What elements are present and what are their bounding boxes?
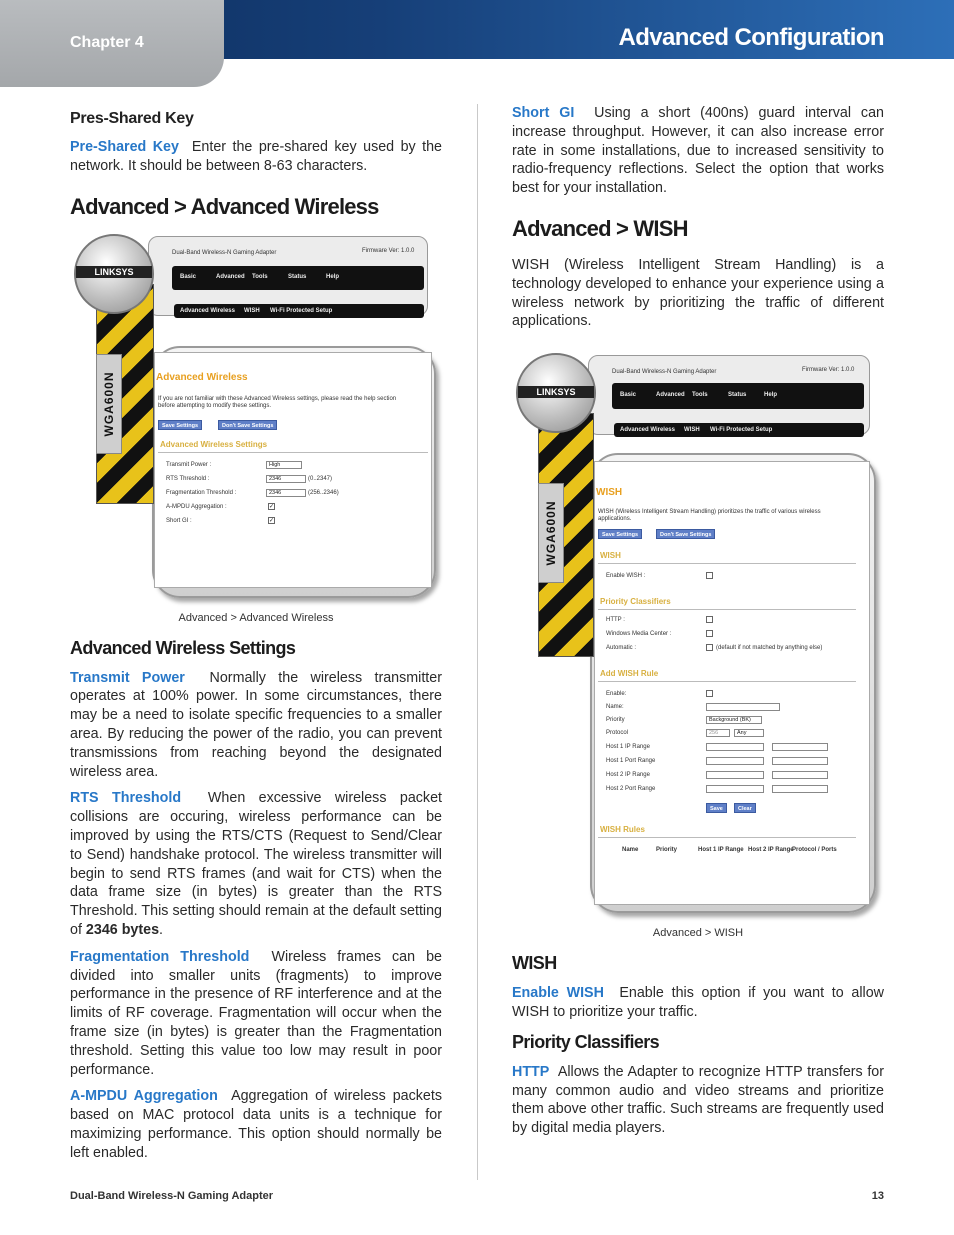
rules-col-priority: Priority xyxy=(656,847,678,854)
nav-status[interactable]: Status xyxy=(288,273,307,280)
wish-heading: Advanced > WISH xyxy=(512,215,688,241)
transmit-power-select[interactable]: High xyxy=(266,461,302,469)
rules-col-protocol: Protocol / Ports xyxy=(792,847,837,854)
rule-name-label: Name: xyxy=(606,704,624,711)
rts-threshold-input[interactable]: 2346 xyxy=(266,475,306,483)
save-settings-button[interactable]: Save Settings xyxy=(158,420,202,430)
fragmentation-text: Wireless frames can be divided into smaller units (fragments) to improve performance in the presence of RF interference and at the limits of RF coverage. Fragmentation will occur when the frame size (in bytes) is greater than the Fragmentation threshold. Setting this value too low may result in poor performance. xyxy=(70,948,442,1078)
nav-help[interactable]: Help xyxy=(326,273,340,280)
column-divider xyxy=(477,104,478,1180)
rts-text: When excessive wireless packet collisions are occuring, wireless performance can be improved by using the RTS/CTS (Request to Send/Clear to Send) handshake protocol. The wireless transmitter will begin to send RTS frames (and wait for CTS) when the data frame size (in bytes) is greater than the RTS Threshold. This setting should remain at the default setting of xyxy=(70,790,443,938)
ampdu-checkbox[interactable]: ✓ xyxy=(269,503,275,510)
host2-ip-start[interactable] xyxy=(706,771,764,779)
right-column xyxy=(512,104,884,1146)
rule-save-button[interactable]: Save xyxy=(706,803,727,813)
separator xyxy=(598,563,856,564)
wish-rules-title: WISH Rules xyxy=(600,825,645,835)
rule-clear-button[interactable]: Clear xyxy=(734,803,756,813)
adv-wireless-heading: Advanced > Advanced Wireless xyxy=(70,193,379,219)
transmit-power-paragraph xyxy=(70,669,442,782)
rule-protocol-label: Protocol xyxy=(606,730,629,737)
subnav-advanced-wireless[interactable]: Advanced Wireless xyxy=(180,307,235,314)
figure-caption: Advanced > WISH xyxy=(652,927,744,940)
http-label: HTTP : xyxy=(606,617,625,624)
short-gi-paragraph xyxy=(512,104,884,198)
transmit-power-term: Transmit Power xyxy=(70,669,185,686)
dont-save-settings-button[interactable]: Don't Save Settings xyxy=(218,420,277,430)
host2-port-label: Host 2 Port Range xyxy=(606,786,656,793)
http-paragraph xyxy=(512,1063,884,1138)
linksys-logo: LINKSYS xyxy=(74,234,154,314)
nav-basic[interactable]: Basic xyxy=(180,273,197,280)
page-title: WISH xyxy=(596,487,623,499)
host2-port-start[interactable] xyxy=(706,785,764,793)
enable-wish-term: Enable WISH xyxy=(512,985,604,1002)
nav-advanced[interactable]: Advanced xyxy=(216,273,245,280)
subnav-advanced-wireless[interactable]: Advanced Wireless xyxy=(620,427,675,434)
product-name: Dual-Band Wireless-N Gaming Adapter xyxy=(612,369,717,376)
fragmentation-paragraph xyxy=(70,948,442,1080)
host1-port-start[interactable] xyxy=(706,757,764,765)
nav-tools[interactable]: Tools xyxy=(692,392,708,399)
ampdu-term: A-MPDU Aggregation xyxy=(70,1088,218,1105)
psk-text: Enter the pre-shared key used by the network. It should be between 8-63 characters. xyxy=(70,139,442,174)
wish-screenshot xyxy=(512,353,884,921)
nav-basic[interactable]: Basic xyxy=(620,392,637,399)
rule-enable-label: Enable: xyxy=(606,691,627,698)
intro-text: If you are not familiar with these Advanced Wireless settings, please read the help section before attempting to modify these settings. xyxy=(158,395,397,409)
http-term: HTTP xyxy=(512,1063,550,1080)
add-wish-rule-title: Add WISH Rule xyxy=(600,669,659,679)
fragmentation-term: Fragmentation Threshold xyxy=(70,948,250,965)
host2-ip-end[interactable] xyxy=(772,771,828,779)
http-text: Allows the Adapter to recognize HTTP transfers for many common audio and video streams and prioritize them above other traffic. Such streams are frequently used by digital media players. xyxy=(512,1063,885,1137)
content-area xyxy=(594,461,870,905)
rule-priority-select[interactable]: Background (BK) xyxy=(706,716,762,724)
rts-term: RTS Threshold xyxy=(70,790,182,807)
rts-end: . xyxy=(159,921,164,938)
host2-port-end[interactable] xyxy=(772,785,828,793)
wish-group-title: WISH xyxy=(600,551,621,561)
enable-wish-text: Enable this option if you want to allow WISH to prioritize your traffic. xyxy=(512,985,884,1020)
rule-protocol-number[interactable]: 256 xyxy=(706,729,730,737)
row-label: Transmit Power : xyxy=(166,461,212,468)
host1-ip-end[interactable] xyxy=(772,743,828,751)
wish-intro: WISH (Wireless Intelligent Stream Handling) is a technology developed to enhance your experience using a wireless network by prioritizing the traffic of different applications. xyxy=(512,256,884,330)
wish-subheading: WISH xyxy=(512,953,557,974)
rules-col-name: Name xyxy=(622,847,639,854)
product-name: Dual-Band Wireless-N Gaming Adapter xyxy=(172,249,277,256)
footer-product: Dual-Band Wireless-N Gaming Adapter xyxy=(70,1190,274,1202)
host1-ip-start[interactable] xyxy=(706,743,764,751)
subnav-wish[interactable]: WISH xyxy=(244,307,260,314)
row-label: RTS Threshold : xyxy=(166,475,210,482)
wmc-checkbox[interactable] xyxy=(706,630,713,637)
settings-group-title: Advanced Wireless Settings xyxy=(160,439,268,449)
advanced-wireless-screenshot xyxy=(70,234,442,606)
settings-heading: Advanced Wireless Settings xyxy=(70,637,296,658)
psk-paragraph xyxy=(70,138,442,176)
figure-caption: Advanced > Advanced Wireless xyxy=(178,611,334,624)
rules-col-host2: Host 2 IP Range xyxy=(748,847,794,854)
automatic-checkbox[interactable] xyxy=(706,644,713,651)
psk-term: Pre-Shared Key xyxy=(70,139,179,155)
chapter-label: Chapter 4 xyxy=(70,34,144,51)
nav-status[interactable]: Status xyxy=(728,392,747,399)
model-label: WGA600N xyxy=(538,483,564,583)
rts-range-hint: (0..2347) xyxy=(308,475,333,482)
short-gi-term: Short GI xyxy=(512,105,575,121)
separator xyxy=(598,681,856,682)
rules-col-host1: Host 1 IP Range xyxy=(698,847,744,854)
rule-priority-label: Priority xyxy=(606,717,625,724)
automatic-label: Automatic : xyxy=(606,645,637,652)
psk-heading: Pres-Shared Key xyxy=(70,110,194,127)
separator xyxy=(158,452,428,453)
transmit-power-text: Normally the wireless transmitter operates at 100% power. In some circumstances, there may be a need to isolate specific frequencies to a smaller area. By reducing the power of the radio, you can prevent transmissions from reaching beyond the designated wireless area. xyxy=(70,669,442,780)
fragmentation-threshold-input[interactable]: 2346 xyxy=(266,489,306,497)
section-title: Advanced Configuration xyxy=(618,24,884,51)
row-label: Fragmentation Threshold : xyxy=(166,489,237,496)
separator xyxy=(598,837,856,838)
short-gi-checkbox[interactable]: ✓ xyxy=(269,517,275,524)
firmware-version: Firmware Ver: 1.0.0 xyxy=(802,367,855,374)
automatic-hint: (default if not matched by anything else) xyxy=(716,645,823,652)
frag-range-hint: (256..2346) xyxy=(308,489,339,496)
short-gi-text: Using a short (400ns) guard interval can increase throughput. However, it can also increase error rate in some installations, due to increased sensitivity to radio-frequency reflections. Select the option that works best for your installation. xyxy=(512,105,884,197)
nav-help[interactable]: Help xyxy=(764,392,778,399)
save-settings-button[interactable]: Save Settings xyxy=(598,529,642,539)
ampdu-paragraph xyxy=(70,1087,442,1162)
rts-paragraph xyxy=(70,789,442,939)
row-label: Short GI : xyxy=(166,517,192,524)
left-column xyxy=(70,104,442,1171)
nav-tools[interactable]: Tools xyxy=(252,273,268,280)
host1-ip-label: Host 1 IP Range xyxy=(606,744,650,751)
host2-ip-label: Host 2 IP Range xyxy=(606,772,650,779)
content-area xyxy=(154,352,432,588)
page-number: 13 xyxy=(871,1190,884,1202)
priority-classifiers-heading: Priority Classifiers xyxy=(512,1031,660,1052)
priority-classifiers-title: Priority Classifiers xyxy=(600,597,671,607)
row-label: A-MPDU Aggregation : xyxy=(166,503,227,510)
wmc-label: Windows Media Center : xyxy=(606,631,672,638)
firmware-version: Firmware Ver: 1.0.0 xyxy=(362,247,415,254)
enable-wish-checkbox[interactable] xyxy=(706,572,713,579)
rule-name-input[interactable] xyxy=(706,703,780,711)
rts-default: 2346 bytes xyxy=(85,921,160,938)
nav-advanced[interactable]: Advanced xyxy=(656,392,685,399)
subnav-wish[interactable]: WISH xyxy=(684,427,700,434)
subnav-wps[interactable]: Wi-Fi Protected Setup xyxy=(710,427,773,434)
enable-wish-paragraph xyxy=(512,984,884,1022)
http-checkbox[interactable] xyxy=(706,616,713,623)
model-label: WGA600N xyxy=(96,354,122,454)
enable-wish-label: Enable WISH : xyxy=(606,573,646,580)
linksys-logo: LINKSYS xyxy=(516,353,596,433)
ampdu-text: Aggregation of wireless packets based on MAC protocol data units is a technique for maximizing performance. This option should normally be left enabled. xyxy=(70,1088,443,1161)
separator xyxy=(598,609,856,610)
rule-enable-checkbox[interactable] xyxy=(706,690,713,697)
page-title: Advanced Wireless xyxy=(156,371,248,383)
intro-text: WISH (Wireless Intelligent Stream Handling) prioritizes the traffic of various wireless applications. xyxy=(598,509,821,523)
dont-save-settings-button[interactable]: Don't Save Settings xyxy=(656,529,715,539)
host1-port-end[interactable] xyxy=(772,757,828,765)
rule-protocol-select[interactable]: Any xyxy=(734,729,764,737)
host1-port-label: Host 1 Port Range xyxy=(606,758,656,765)
subnav-wps[interactable]: Wi-Fi Protected Setup xyxy=(270,307,333,314)
